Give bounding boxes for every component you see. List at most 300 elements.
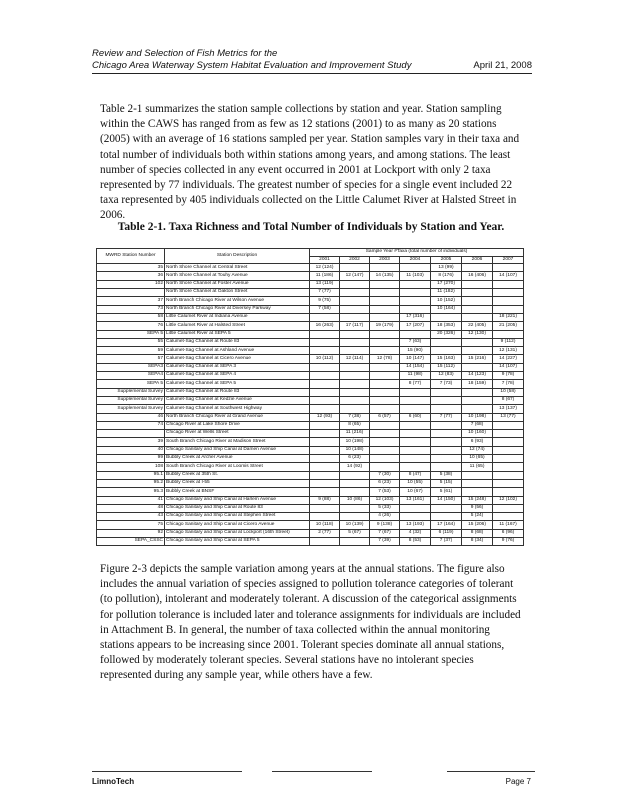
taxa-value-cell	[310, 421, 340, 429]
taxa-value-cell	[400, 421, 431, 429]
taxa-value-cell	[310, 471, 340, 479]
station-description-cell: Calumet-Sag Channel at SEPA 5	[165, 380, 310, 388]
station-description-cell: Calumet-Sag Channel at Ashland Avenue	[165, 347, 310, 355]
table-row	[97, 313, 524, 321]
taxa-value-cell	[493, 463, 524, 471]
station-number-cell: 73	[97, 305, 165, 313]
station-number-cell: 40	[97, 446, 165, 454]
station-number-cell: 37	[97, 297, 165, 305]
taxa-value-cell	[340, 305, 370, 313]
station-description-cell: Chicago River at Lake Shore Drive	[165, 421, 310, 429]
taxa-value-cell	[400, 297, 431, 305]
taxa-value-cell	[462, 305, 493, 313]
taxa-value-cell	[370, 380, 400, 388]
station-description-cell: Calumet-Sag Channel at Route 83	[165, 388, 310, 396]
taxa-value-cell	[400, 264, 431, 272]
station-description-cell: Chicago Sanitary and Ship Canal at SEPA 5	[165, 537, 310, 545]
taxa-value-cell: 17 (117)	[340, 322, 370, 330]
taxa-value-cell	[370, 405, 400, 413]
taxa-value-cell	[400, 305, 431, 313]
taxa-value-cell: 18 (159)	[462, 380, 493, 388]
taxa-value-cell: 7 (38)	[340, 413, 370, 421]
taxa-value-cell: 7 (39)	[370, 537, 400, 545]
station-number-cell: 55	[97, 338, 165, 346]
taxa-value-cell: 10 (147)	[400, 355, 431, 363]
taxa-value-cell	[310, 372, 340, 380]
station-number-cell: 46	[97, 413, 165, 421]
station-number-cell: 95.2	[97, 479, 165, 487]
taxa-value-cell: 6 (60)	[400, 413, 431, 421]
taxa-value-cell: 9 (56)	[462, 504, 493, 512]
station-description-cell: Chicago Sanitary and Ship Canal at Lockport (16th Street)	[165, 529, 310, 537]
table-row	[97, 463, 524, 471]
year-header-2002: 2002	[340, 256, 370, 264]
taxa-value-cell: 10 (112)	[310, 355, 340, 363]
table-row	[97, 338, 524, 346]
table-row	[97, 297, 524, 305]
taxa-value-cell	[310, 488, 340, 496]
taxa-value-cell	[493, 305, 524, 313]
taxa-value-cell	[493, 504, 524, 512]
taxa-value-cell: 16 (263)	[310, 322, 340, 330]
taxa-value-cell	[493, 479, 524, 487]
table-row	[97, 322, 524, 330]
taxa-value-cell	[310, 313, 340, 321]
taxa-value-cell: 10 (118)	[310, 521, 340, 529]
taxa-value-cell	[400, 513, 431, 521]
taxa-value-cell	[462, 479, 493, 487]
taxa-value-cell	[493, 446, 524, 454]
taxa-value-cell	[431, 347, 462, 355]
station-number-cell: 39	[97, 438, 165, 446]
taxa-value-cell	[400, 446, 431, 454]
taxa-value-cell: 8 (65)	[340, 421, 370, 429]
taxa-value-cell: 10 (67)	[400, 488, 431, 496]
taxa-value-cell: 14 (150)	[431, 496, 462, 504]
taxa-value-cell: 15 (216)	[462, 355, 493, 363]
taxa-value-cell: 13 (137)	[493, 405, 524, 413]
taxa-value-cell	[400, 504, 431, 512]
taxa-value-cell: 11 (182)	[431, 289, 462, 297]
taxa-value-cell: 17 (316)	[400, 313, 431, 321]
taxa-value-cell	[310, 338, 340, 346]
taxa-value-cell: 12 (102)	[493, 496, 524, 504]
taxa-value-cell	[370, 438, 400, 446]
taxa-value-cell: 12 (74)	[462, 446, 493, 454]
taxa-value-cell	[370, 313, 400, 321]
taxa-value-cell: 7 (73)	[431, 380, 462, 388]
taxa-value-cell: 11 (216)	[340, 430, 370, 438]
taxa-value-cell: 7 (78)	[493, 380, 524, 388]
taxa-value-cell: 22 (405)	[462, 322, 493, 330]
station-description-cell: Little Calumet River at Halsted Street	[165, 322, 310, 330]
station-description-cell: Calumet-Sag Channel at SEPA 4	[165, 372, 310, 380]
taxa-value-cell: 7 (30)	[370, 471, 400, 479]
taxa-value-cell	[493, 330, 524, 338]
taxa-value-cell	[340, 330, 370, 338]
station-description-cell: South Branch Chicago River at Loomis Street	[165, 463, 310, 471]
taxa-value-cell: 17 (207)	[400, 322, 431, 330]
station-description-cell: South Branch Chicago River at Madison Street	[165, 438, 310, 446]
taxa-value-cell	[310, 455, 340, 463]
taxa-value-cell: 18 (353)	[431, 322, 462, 330]
col-header-description: Station Description	[165, 249, 310, 264]
taxa-value-cell	[493, 289, 524, 297]
taxa-value-cell: 10 (148)	[340, 446, 370, 454]
table-row	[97, 372, 524, 380]
taxa-value-cell: 4 (32)	[400, 529, 431, 537]
table-row	[97, 280, 524, 288]
table-row	[97, 521, 524, 529]
taxa-value-cell	[370, 289, 400, 297]
station-number-cell: 102	[97, 280, 165, 288]
station-description-cell: Bubbly Creek at BNSF	[165, 488, 310, 496]
taxa-value-cell	[462, 280, 493, 288]
taxa-value-cell: 5 (24)	[462, 513, 493, 521]
taxa-value-cell: 11 (186)	[310, 272, 340, 280]
table-row	[97, 363, 524, 371]
station-number-cell: 95.3	[97, 488, 165, 496]
taxa-value-cell: 13 (77)	[493, 413, 524, 421]
taxa-value-cell	[431, 463, 462, 471]
taxa-value-cell	[462, 289, 493, 297]
taxa-value-cell	[431, 313, 462, 321]
taxa-value-cell	[493, 438, 524, 446]
station-description-cell: North Branch Chicago River at Diversey Parkway	[165, 305, 310, 313]
year-header-2007: 2007	[493, 256, 524, 264]
taxa-value-cell	[310, 388, 340, 396]
table-row	[97, 355, 524, 363]
taxa-value-cell: 12 (93)	[310, 413, 340, 421]
page-header	[92, 48, 532, 72]
col-header-station-number: MWRD Station Number	[97, 249, 165, 264]
station-number-cell: 95.1	[97, 471, 165, 479]
taxa-value-cell: 14 (154)	[400, 363, 431, 371]
body-paragraph-2: Figure 2-3 depicts the sample variation among years at the annual stations. The figure also includes the annual variation of species assigned to pollution tolerance categories of tolerant (to pollution), intolerant and moderately tolerant. A discussion of the categorical assignments for pollution tolerance is included later and tolerance assignments for individuals are included in Attachment B. In general, the number of taxa collected within the annual monitoring stations appears to be increasing since 2001. Tolerant species dominate all annual stations, followed by moderately tolerant species. Several stations have no intolerant species represented during any sample year, while others have a few.	[100, 563, 521, 682]
taxa-value-cell: 7 (58)	[310, 305, 340, 313]
taxa-value-cell: 5 (61)	[431, 488, 462, 496]
station-description-cell: Chicago Sanitary and Ship Canal at Damen Avenue	[165, 446, 310, 454]
taxa-value-cell	[493, 513, 524, 521]
station-description-cell: North Shore Channel at Foster Avenue	[165, 280, 310, 288]
taxa-value-cell	[493, 488, 524, 496]
taxa-value-cell: 9 (76)	[493, 537, 524, 545]
taxa-value-cell: 10 (198)	[340, 438, 370, 446]
taxa-value-cell: 12 (103)	[370, 496, 400, 504]
taxa-value-cell	[370, 305, 400, 313]
station-description-cell: Chicago Sanitary and Ship Canal at Harlem Avenue	[165, 496, 310, 504]
taxa-value-cell	[431, 388, 462, 396]
station-number-cell: 76	[97, 322, 165, 330]
taxa-value-cell: 13 (193)	[400, 521, 431, 529]
taxa-value-cell: 15 (90)	[400, 347, 431, 355]
taxa-value-cell: 14 (107)	[493, 272, 524, 280]
footer-rule-middle	[272, 771, 372, 772]
station-number-cell: 99	[97, 455, 165, 463]
taxa-value-cell: 12 (83)	[431, 372, 462, 380]
station-number-cell: 35	[97, 264, 165, 272]
station-description-cell: North Branch Chicago River at Wilson Avenue	[165, 297, 310, 305]
station-number-cell: SEPA3	[97, 363, 165, 371]
taxa-value-cell	[462, 396, 493, 404]
taxa-value-cell	[400, 388, 431, 396]
taxa-value-cell	[370, 330, 400, 338]
taxa-value-cell	[493, 455, 524, 463]
station-number-cell: 108	[97, 463, 165, 471]
taxa-value-cell: 7 (68)	[462, 421, 493, 429]
taxa-value-cell	[310, 479, 340, 487]
station-description-cell: Calumet-Sag Channel at SEPA 3	[165, 363, 310, 371]
taxa-value-cell	[310, 396, 340, 404]
taxa-value-cell	[493, 264, 524, 272]
taxa-value-cell: 5 (38)	[431, 471, 462, 479]
taxa-value-cell: 12 (78)	[370, 355, 400, 363]
taxa-value-cell	[370, 455, 400, 463]
table-row	[97, 264, 524, 272]
taxa-value-cell	[340, 513, 370, 521]
taxa-value-cell	[310, 537, 340, 545]
taxa-value-cell	[462, 297, 493, 305]
taxa-value-cell	[493, 297, 524, 305]
table-row	[97, 504, 524, 512]
taxa-value-cell	[431, 504, 462, 512]
taxa-value-cell	[370, 396, 400, 404]
taxa-value-cell: 7 (37)	[431, 537, 462, 545]
taxa-value-cell: 7 (67)	[370, 529, 400, 537]
footer-company: LimnoTech	[92, 777, 135, 786]
station-description-cell: Calumet-Sag Channel at Southwest Highway	[165, 405, 310, 413]
taxa-value-cell	[462, 405, 493, 413]
taxa-value-cell: 17 (164)	[431, 521, 462, 529]
body-paragraph-1: Table 2-1 summarizes the station sample collections by station and year. Station sampling within the CAWS has ranged from as few as 12 stations (2001) to as many as 20 stations (2005) with an average of 16 stations sampled per year. Station samples vary in their taxa and total number of individuals both within stations among years, and among stations. The least number of species collected in any event occurred in 2001 at Lockport with only 2 taxa represented by 77 individuals. The greatest number of species for a single event included 22 taxa represented by 405 individuals collected on the Little Calumet River at Halsted Street in 2006.	[100, 103, 520, 222]
taxa-value-cell: 13 (99)	[431, 264, 462, 272]
table-row	[97, 388, 524, 396]
taxa-value-cell: 10 (65)	[462, 455, 493, 463]
table-row	[97, 446, 524, 454]
taxa-value-cell: 15 (112)	[431, 363, 462, 371]
taxa-value-cell: 6 (119)	[431, 529, 462, 537]
taxa-value-cell: 6 (57)	[370, 413, 400, 421]
year-header-2005: 2005	[431, 256, 462, 264]
header-title-line2: Chicago Area Waterway System Habitat Evaluation and Improvement Study	[92, 60, 412, 71]
table-caption: Table 2-1. Taxa Richness and Total Number of Individuals by Station and Year.	[117, 221, 505, 233]
taxa-value-cell	[370, 446, 400, 454]
taxa-value-cell: 6 (96)	[493, 529, 524, 537]
header-divider	[92, 73, 532, 74]
table-row	[97, 347, 524, 355]
taxa-value-cell	[493, 280, 524, 288]
taxa-value-cell	[493, 430, 524, 438]
taxa-value-cell: 11 (103)	[400, 272, 431, 280]
station-description-cell: Chicago River at Wells Street	[165, 430, 310, 438]
table-row	[97, 479, 524, 487]
table-row	[97, 438, 524, 446]
taxa-value-cell	[493, 471, 524, 479]
station-number-cell: 74	[97, 421, 165, 429]
taxa-value-cell	[310, 504, 340, 512]
station-number-cell: SEPA4	[97, 372, 165, 380]
taxa-value-cell: 7 (53)	[370, 488, 400, 496]
station-description-cell: Chicago Sanitary and Ship Canal at Stephen Street	[165, 513, 310, 521]
taxa-value-cell	[370, 388, 400, 396]
taxa-value-cell: 10 (58)	[493, 388, 524, 396]
station-number-cell: SEPA_CSSC	[97, 537, 165, 545]
taxa-value-cell: 10 (152)	[431, 297, 462, 305]
taxa-value-cell: 7 (77)	[431, 413, 462, 421]
station-number-cell: 75	[97, 521, 165, 529]
taxa-value-cell: 8 (47)	[400, 471, 431, 479]
taxa-value-cell	[462, 388, 493, 396]
taxa-value-cell	[400, 330, 431, 338]
taxa-value-cell	[340, 537, 370, 545]
station-number-cell: SEPA 5	[97, 330, 165, 338]
taxa-value-cell: 12 (147)	[340, 272, 370, 280]
taxa-value-cell	[340, 363, 370, 371]
taxa-value-cell: 6 (93)	[462, 438, 493, 446]
taxa-value-cell: 6 (23)	[340, 455, 370, 463]
taxa-value-cell	[340, 297, 370, 305]
station-description-cell: North Shore Channel at Touhy Avenue	[165, 272, 310, 280]
taxa-value-cell	[431, 513, 462, 521]
taxa-value-cell: 14 (123)	[462, 372, 493, 380]
table-row	[97, 513, 524, 521]
station-number-cell: Supplemental Survey	[97, 396, 165, 404]
footer-page-number: Page 7	[505, 777, 531, 786]
taxa-value-cell: 14 (92)	[340, 463, 370, 471]
station-number-cell	[97, 289, 165, 297]
taxa-value-cell: 10 (55)	[400, 479, 431, 487]
taxa-value-cell	[340, 380, 370, 388]
taxa-value-cell: 12 (124)	[310, 264, 340, 272]
taxa-value-cell: 6 (23)	[370, 479, 400, 487]
taxa-value-cell: 5 (15)	[431, 479, 462, 487]
taxa-value-cell	[340, 313, 370, 321]
taxa-value-cell	[400, 463, 431, 471]
taxa-value-cell	[340, 388, 370, 396]
station-number-cell: 43	[97, 513, 165, 521]
taxa-value-cell: 10 (198)	[462, 413, 493, 421]
station-description-cell: Bubbly Creek at I-55	[165, 479, 310, 487]
taxa-value-cell	[370, 264, 400, 272]
taxa-value-cell	[340, 338, 370, 346]
station-number-cell: SEPA 5	[97, 380, 165, 388]
table-row	[97, 289, 524, 297]
taxa-value-cell	[370, 463, 400, 471]
taxa-value-cell: 8 (53)	[400, 537, 431, 545]
taxa-value-cell: 8 (34)	[462, 537, 493, 545]
taxa-value-cell: 11 (167)	[493, 521, 524, 529]
taxa-value-cell	[340, 396, 370, 404]
taxa-value-cell	[370, 297, 400, 305]
taxa-value-cell	[462, 471, 493, 479]
col-header-sample-year: Sample Year #Taxa (total number of individuals)	[310, 249, 524, 257]
station-number-cell: 59	[97, 347, 165, 355]
taxa-value-cell	[340, 280, 370, 288]
taxa-value-cell: 14 (135)	[370, 272, 400, 280]
taxa-value-cell	[400, 405, 431, 413]
taxa-value-cell: 9 (78)	[493, 372, 524, 380]
taxa-value-cell: 9 (88)	[310, 496, 340, 504]
taxa-value-cell: 14 (227)	[493, 355, 524, 363]
table-row	[97, 488, 524, 496]
taxa-value-cell: 10 (164)	[431, 305, 462, 313]
taxa-value-cell	[340, 504, 370, 512]
year-header-2001: 2001	[310, 256, 340, 264]
taxa-value-cell	[340, 347, 370, 355]
taxa-value-cell: 13 (161)	[400, 496, 431, 504]
table-row	[97, 305, 524, 313]
taxa-value-cell	[400, 438, 431, 446]
taxa-value-cell: 19 (179)	[370, 322, 400, 330]
table-header-row	[97, 249, 524, 257]
taxa-value-cell	[310, 513, 340, 521]
taxa-value-cell: 10 (139)	[340, 521, 370, 529]
table-row	[97, 430, 524, 438]
taxa-value-cell: 9 (138)	[370, 521, 400, 529]
taxa-value-cell: 4 (26)	[370, 513, 400, 521]
footer-rule-right	[447, 771, 535, 772]
taxa-richness-table	[96, 248, 524, 546]
taxa-value-cell	[431, 430, 462, 438]
taxa-value-cell	[310, 347, 340, 355]
station-description-cell: Chicago Sanitary and Ship Canal at Cicero Avenue	[165, 521, 310, 529]
taxa-value-cell	[431, 338, 462, 346]
station-description-cell: North Shore Channel at Central Street	[165, 264, 310, 272]
taxa-value-cell: 11 (65)	[462, 463, 493, 471]
header-date: April 21, 2008	[473, 60, 532, 71]
taxa-value-cell	[462, 313, 493, 321]
table-row	[97, 455, 524, 463]
station-number-cell: 36	[97, 272, 165, 280]
station-number-cell: 57	[97, 355, 165, 363]
taxa-value-cell	[431, 405, 462, 413]
table-row	[97, 529, 524, 537]
taxa-value-cell	[340, 488, 370, 496]
taxa-value-cell: 12 (114)	[340, 355, 370, 363]
taxa-value-cell	[310, 438, 340, 446]
taxa-value-cell	[462, 347, 493, 355]
taxa-value-cell: 9 (75)	[310, 297, 340, 305]
taxa-value-cell: 2 (77)	[310, 529, 340, 537]
header-title-line1: Review and Selection of Fish Metrics for the	[92, 48, 278, 59]
taxa-value-cell: 7 (63)	[400, 338, 431, 346]
taxa-value-cell	[462, 488, 493, 496]
taxa-value-cell	[310, 430, 340, 438]
year-header-2006: 2006	[462, 256, 493, 264]
table-row	[97, 380, 524, 388]
taxa-value-cell	[310, 330, 340, 338]
taxa-value-cell	[370, 280, 400, 288]
taxa-value-cell	[370, 347, 400, 355]
taxa-value-cell: 8 (68)	[462, 529, 493, 537]
table-row	[97, 421, 524, 429]
taxa-value-cell	[462, 338, 493, 346]
station-description-cell: North Shore Channel at Oakton Street	[165, 289, 310, 297]
taxa-value-cell: 12 (131)	[493, 347, 524, 355]
year-header-2004: 2004	[400, 256, 431, 264]
taxa-value-cell	[462, 363, 493, 371]
taxa-value-cell: 15 (248)	[462, 496, 493, 504]
taxa-value-cell	[340, 289, 370, 297]
station-number-cell: 41	[97, 496, 165, 504]
station-description-cell: Calumet-Sag Channel at Kedzie Avenue	[165, 396, 310, 404]
taxa-value-cell	[400, 289, 431, 297]
taxa-value-cell	[400, 455, 431, 463]
table-row	[97, 537, 524, 545]
taxa-value-cell	[431, 438, 462, 446]
station-number-cell	[97, 430, 165, 438]
taxa-value-cell	[310, 363, 340, 371]
